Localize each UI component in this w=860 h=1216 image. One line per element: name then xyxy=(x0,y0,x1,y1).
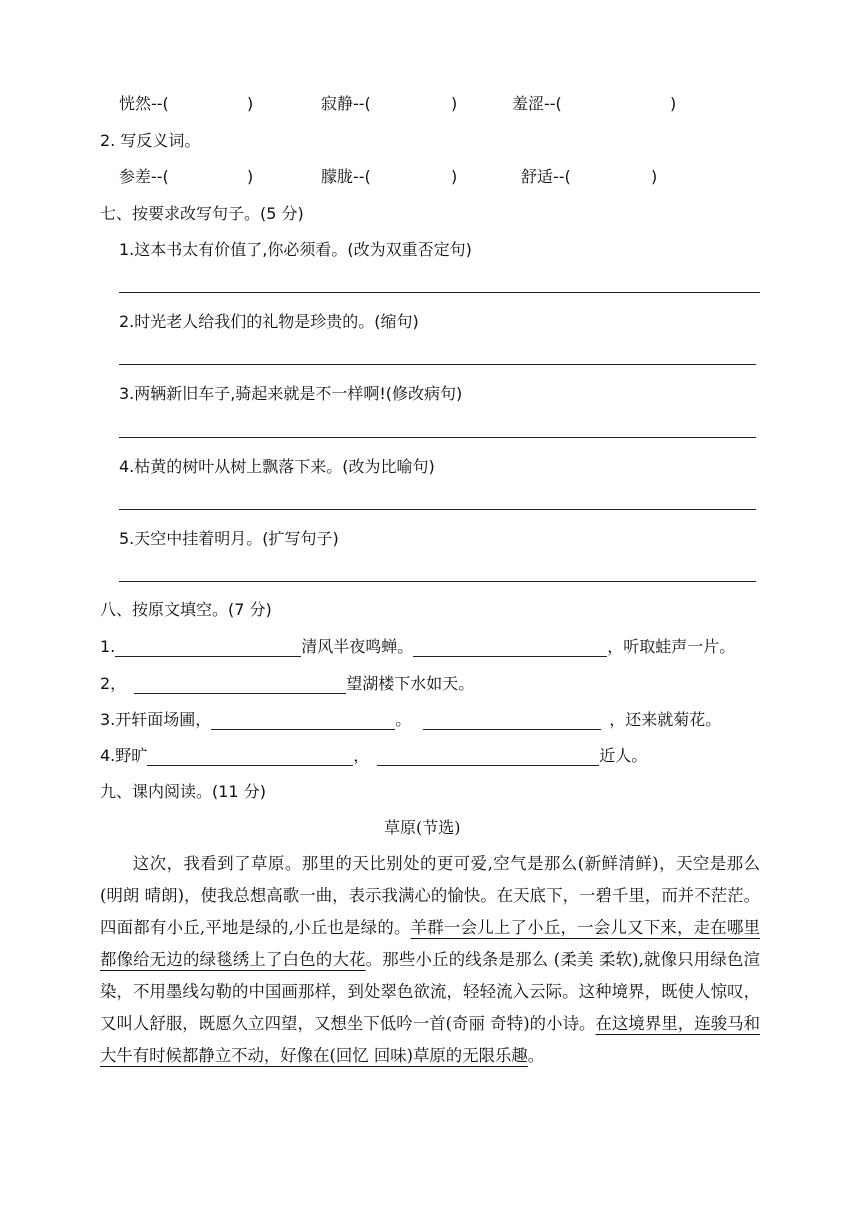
antonym-close-3: ) xyxy=(651,167,658,186)
fill-line-4: 4.野旷 ， 近人。 xyxy=(100,746,648,765)
passage-title: 草原(节选) xyxy=(384,818,461,837)
answer-line-1[interactable] xyxy=(119,292,760,293)
rewrite-question-1: 1.这本书太有价值了,你必须看。(改为双重否定句) xyxy=(119,240,472,259)
antonym-item-2: 朦胧--( xyxy=(321,167,371,186)
synonym-close-3: ) xyxy=(670,94,677,113)
fill-blank[interactable] xyxy=(211,711,395,730)
fill-line-1: 1. 清风半夜鸣蝉。 ，听取蛙声一片。 xyxy=(100,637,736,656)
synonym-word: 恍然--( xyxy=(119,94,169,113)
fill-blank[interactable] xyxy=(147,747,353,766)
fill-line-3: 3.开轩面场圃， 。 ，还来就菊花。 xyxy=(100,710,722,729)
underlined-sentence-2: 在这境界里，连骏马和大牛有时候都静立不动，好像在(回忆 回味)草原的无限乐趣 xyxy=(100,1014,760,1065)
antonym-close-1: ) xyxy=(247,167,254,186)
fill-blank[interactable] xyxy=(134,675,346,694)
rewrite-question-4: 4.枯黄的树叶从树上飘落下来。(改为比喻句) xyxy=(119,457,435,476)
synonym-close-2: ) xyxy=(451,94,458,113)
synonym-close-1: ) xyxy=(247,94,254,113)
section-8-title: 八、按原文填空。(7 分) xyxy=(100,600,272,619)
section-7-title: 七、按要求改写句子。(5 分) xyxy=(100,204,304,223)
rewrite-question-3: 3.两辆新旧车子,骑起来就是不一样啊!(修改病句) xyxy=(119,384,463,403)
synonym-word: 寂静--( xyxy=(321,94,371,113)
fill-blank[interactable] xyxy=(377,747,599,766)
antonym-close-2: ) xyxy=(451,167,458,186)
antonym-item-3: 舒适--( xyxy=(521,167,571,186)
question-2-title: 2. 写反义词。 xyxy=(100,131,201,150)
synonym-item-1 xyxy=(119,94,169,114)
fill-blank[interactable] xyxy=(423,711,601,730)
section-9-title: 九、课内阅读。(11 分) xyxy=(100,782,266,801)
answer-line-2[interactable] xyxy=(119,364,756,365)
passage-text-3: 。 xyxy=(527,1046,545,1065)
passage-text-1: 这次，我看到了草原。那里的天比别处的更可爱,空气是那么(新鲜清鲜)，天空是那么(明朗 晴朗)，使我总想高歌一曲，表示我满心的愉快。在天底下，一碧千里，而并不茫茫。四面都有小丘,平地是绿的,小丘也是绿的。 xyxy=(100,854,760,937)
passage-text-2: 。那些小丘的线条是那么 (柔美 柔软),就像只用绿色渲染，不用墨线勾勒的中国画那样，到处翠色欲流，轻轻流入云际。这种境界，既使人惊叹，又叫人舒服，既愿久立四望，又想坐下低吟一首(奇丽 奇特)的小诗。 xyxy=(100,950,761,1033)
synonym-item-2 xyxy=(321,94,371,114)
antonym-item-1: 参差--( xyxy=(119,167,169,186)
synonym-item-3 xyxy=(512,94,562,114)
rewrite-question-5: 5.天空中挂着明月。(扩写句子) xyxy=(119,529,339,548)
synonym-word: 羞涩--( xyxy=(512,94,562,113)
fill-blank[interactable] xyxy=(115,638,301,657)
answer-line-4[interactable] xyxy=(119,509,756,510)
fill-blank[interactable] xyxy=(413,638,607,657)
fill-line-2: 2， 望湖楼下水如天。 xyxy=(100,674,475,693)
passage-body xyxy=(100,848,760,1072)
underlined-sentence-1: 羊群一会儿上了小丘，一会儿又下来，走在哪里都像给无边的绿毯绣上了白色的大花 xyxy=(100,918,760,969)
answer-line-5[interactable] xyxy=(119,581,756,582)
answer-line-3[interactable] xyxy=(119,437,756,438)
rewrite-question-2: 2.时光老人给我们的礼物是珍贵的。(缩句) xyxy=(119,312,419,331)
